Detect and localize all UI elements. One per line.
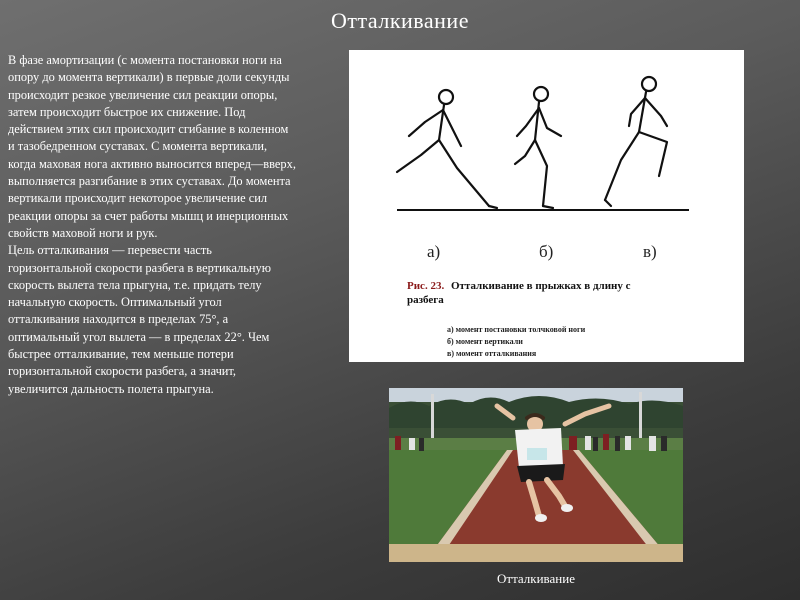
athlete-figure-a [397,90,497,208]
label-c: в) [643,242,657,261]
legend-b: б) момент вертикали [447,337,523,346]
figure-caption-line1 [407,280,631,292]
label-a: а) [427,242,441,261]
athlete-figure-b [515,87,561,208]
figure-caption-text: Отталкивание в прыжках в длину с [450,280,631,292]
legend-a: а) момент постановки толчковой ноги [447,325,586,334]
takeoff-photo-svg [389,388,683,562]
label-b: б) [539,242,554,261]
slide-title: Отталкивание [331,8,469,33]
photo-caption: Отталкивание [497,571,575,586]
paragraph-goal: Цель отталкивания — перевести часть горизонтальной скорости разбега в вертикальную скорость вылета тела прыгуна, т.е. придать телу начальную скорость. Оптимальный угол отталкивания находится в пределах 75°, а оптимальный угол вылета — в пределах 22°. Чем быстрее отталкивание, тем меньше потери горизонтальной скорости разбега, а значит, увеличится дальность полета прыгуна. [8,243,272,396]
phase-diagram [349,50,744,362]
paragraph-amortization: В фазе амортизации (с момента постановки ноги на опору до момента вертикали) в первые доли секунды происходит резкое увеличение сил реакции опоры, затем происходит быстрое их снижение. Под действием этих сил происходит сгибание в коленном и тазобедренном суставах. С момента вертикали, когда маховая нога активно выносится вперед—вверх, выполняется разгибание в этих суставах. До момента вертикали происходит некоторое увеличение сил реакции опоры за счет работы мышц и инерционных свойств маховой ноги и рук. [8,53,296,240]
figure-caption-line2: разбега [407,294,444,306]
takeoff-photo [389,388,683,562]
body-text [8,52,296,398]
athlete-figure-c [605,77,667,206]
figure-caption-number: Рис. 23. [407,280,445,292]
phase-diagram-svg [349,50,744,362]
legend-c: в) момент отталкивания [447,349,537,358]
